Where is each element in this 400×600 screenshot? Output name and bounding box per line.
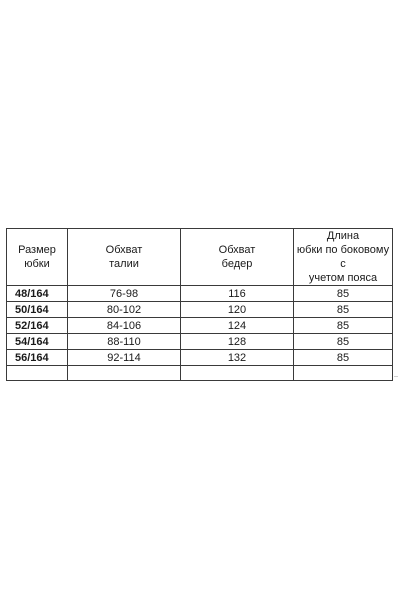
table-header <box>7 229 393 286</box>
header-waist <box>68 229 181 286</box>
header-skirt-length <box>294 229 393 286</box>
header-hips <box>181 229 294 286</box>
table-row <box>7 302 393 318</box>
table-row <box>7 350 393 366</box>
waist-cell: 84-106 <box>68 318 181 334</box>
length-cell: 85 <box>294 350 393 366</box>
hips-cell: 124 <box>181 318 294 334</box>
header-text: Обхват <box>218 244 256 256</box>
empty-cell <box>7 366 68 381</box>
size-cell: 54/164 <box>7 334 68 350</box>
table-row <box>7 334 393 350</box>
size-cell: 50/164 <box>7 302 68 318</box>
size-cell: 52/164 <box>7 318 68 334</box>
length-cell: 85 <box>294 318 393 334</box>
header-text: талии <box>109 258 139 270</box>
waist-cell: 80-102 <box>68 302 181 318</box>
header-text: юбки по боковому с <box>296 244 390 270</box>
empty-cell <box>68 366 181 381</box>
table-body <box>7 286 393 381</box>
hips-cell: 132 <box>181 350 294 366</box>
empty-cell <box>181 366 294 381</box>
size-cell: 48/164 <box>7 286 68 302</box>
header-text: Длина <box>326 230 360 242</box>
empty-cell <box>294 366 393 381</box>
header-skirt-size <box>7 229 68 286</box>
header-row <box>7 229 393 286</box>
header-text: Размер <box>18 244 56 256</box>
empty-table-row <box>7 366 393 381</box>
hips-cell: 120 <box>181 302 294 318</box>
waist-cell: 76-98 <box>68 286 181 302</box>
waist-cell: 92-114 <box>68 350 181 366</box>
divider <box>394 376 398 377</box>
hips-cell: 128 <box>181 334 294 350</box>
size-chart-table <box>6 228 393 381</box>
header-text: учетом пояса <box>308 272 378 284</box>
header-text: юбки <box>24 258 50 270</box>
waist-cell: 88-110 <box>68 334 181 350</box>
length-cell: 85 <box>294 334 393 350</box>
table-row <box>7 318 393 334</box>
size-cell: 56/164 <box>7 350 68 366</box>
table-row <box>7 286 393 302</box>
hips-cell: 116 <box>181 286 294 302</box>
length-cell: 85 <box>294 286 393 302</box>
header-text: бедер <box>221 258 253 270</box>
length-cell: 85 <box>294 302 393 318</box>
header-text: Обхват <box>105 244 143 256</box>
